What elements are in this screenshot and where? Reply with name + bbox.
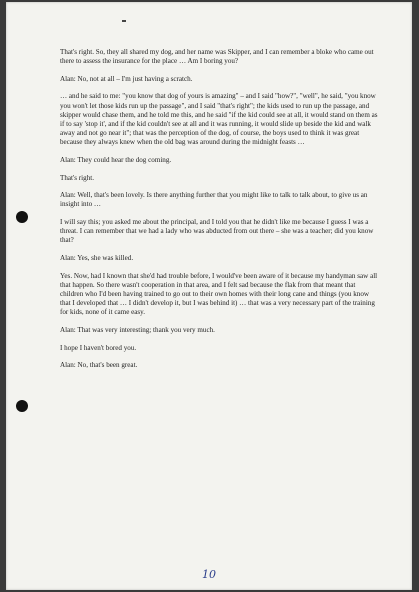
transcript-body bbox=[60, 48, 380, 379]
page-number: 10 bbox=[202, 568, 216, 581]
paragraph: … and he said to me: "you know that dog of yours is amazing" – and I said "how?", "well", he said, "you know you won't let those kids run up the passage", and I said "that's right"; the kids used to run up the passage, and skipper would chase them, and he told me this, and he said "if the kid could see at all, it would stand on them as if to say 'stop it', and if the kid couldn't see at all and it was running, it would slide up beside the kid and walk away and not go near it"; that was the perception of the dog, of course, the boys used to think it was great because they always knew when the old bag was around during the midnight feasts … bbox=[60, 92, 378, 147]
document-page bbox=[6, 2, 412, 590]
paragraph: Alan: No, that's been great. bbox=[60, 361, 138, 370]
paragraph: Alan: Yes, she was killed. bbox=[60, 253, 134, 262]
paragraph: Alan: That was very interesting; thank you very much. bbox=[60, 325, 215, 334]
scan-mark bbox=[122, 20, 126, 22]
paragraph: That's right. So, they all shared my dog, and her name was Skipper, and I can remember a bloke who came out there to assess the insurance for the place … Am I boring you? bbox=[60, 48, 374, 66]
paragraph: I will say this; you asked me about the principal, and I told you that he didn't like me because I guess I was a threat. I can remember that we had a lady who was abducted from out there – she was a teacher; did you know that? bbox=[60, 217, 374, 245]
punch-hole-lower bbox=[16, 400, 28, 412]
paragraph: That's right. bbox=[60, 173, 94, 182]
punch-hole-upper bbox=[16, 211, 28, 223]
paragraph: I hope I haven't bored you. bbox=[60, 343, 137, 352]
paragraph: Alan: Well, that's been lovely. Is there anything further that you might like to talk to talk about, to give us an insight into … bbox=[60, 191, 368, 209]
paragraph: Alan: They could hear the dog coming. bbox=[60, 156, 172, 164]
paragraph: Yes. Now, had I known that she'd had trouble before, I would've been aware of it because my handyman saw all that happen. So there wasn't cooperation in that area, and I felt sad because the flak from that meant that children who I'd been having trained to go out to their own homes with their long cane and things (you know that I developed that … I didn't develop it, but I was behind it) … that was a very necessary part of the training for kids, none of it came easy. bbox=[60, 271, 378, 317]
paragraph: Alan: No, not at all – I'm just having a scratch. bbox=[60, 74, 193, 83]
